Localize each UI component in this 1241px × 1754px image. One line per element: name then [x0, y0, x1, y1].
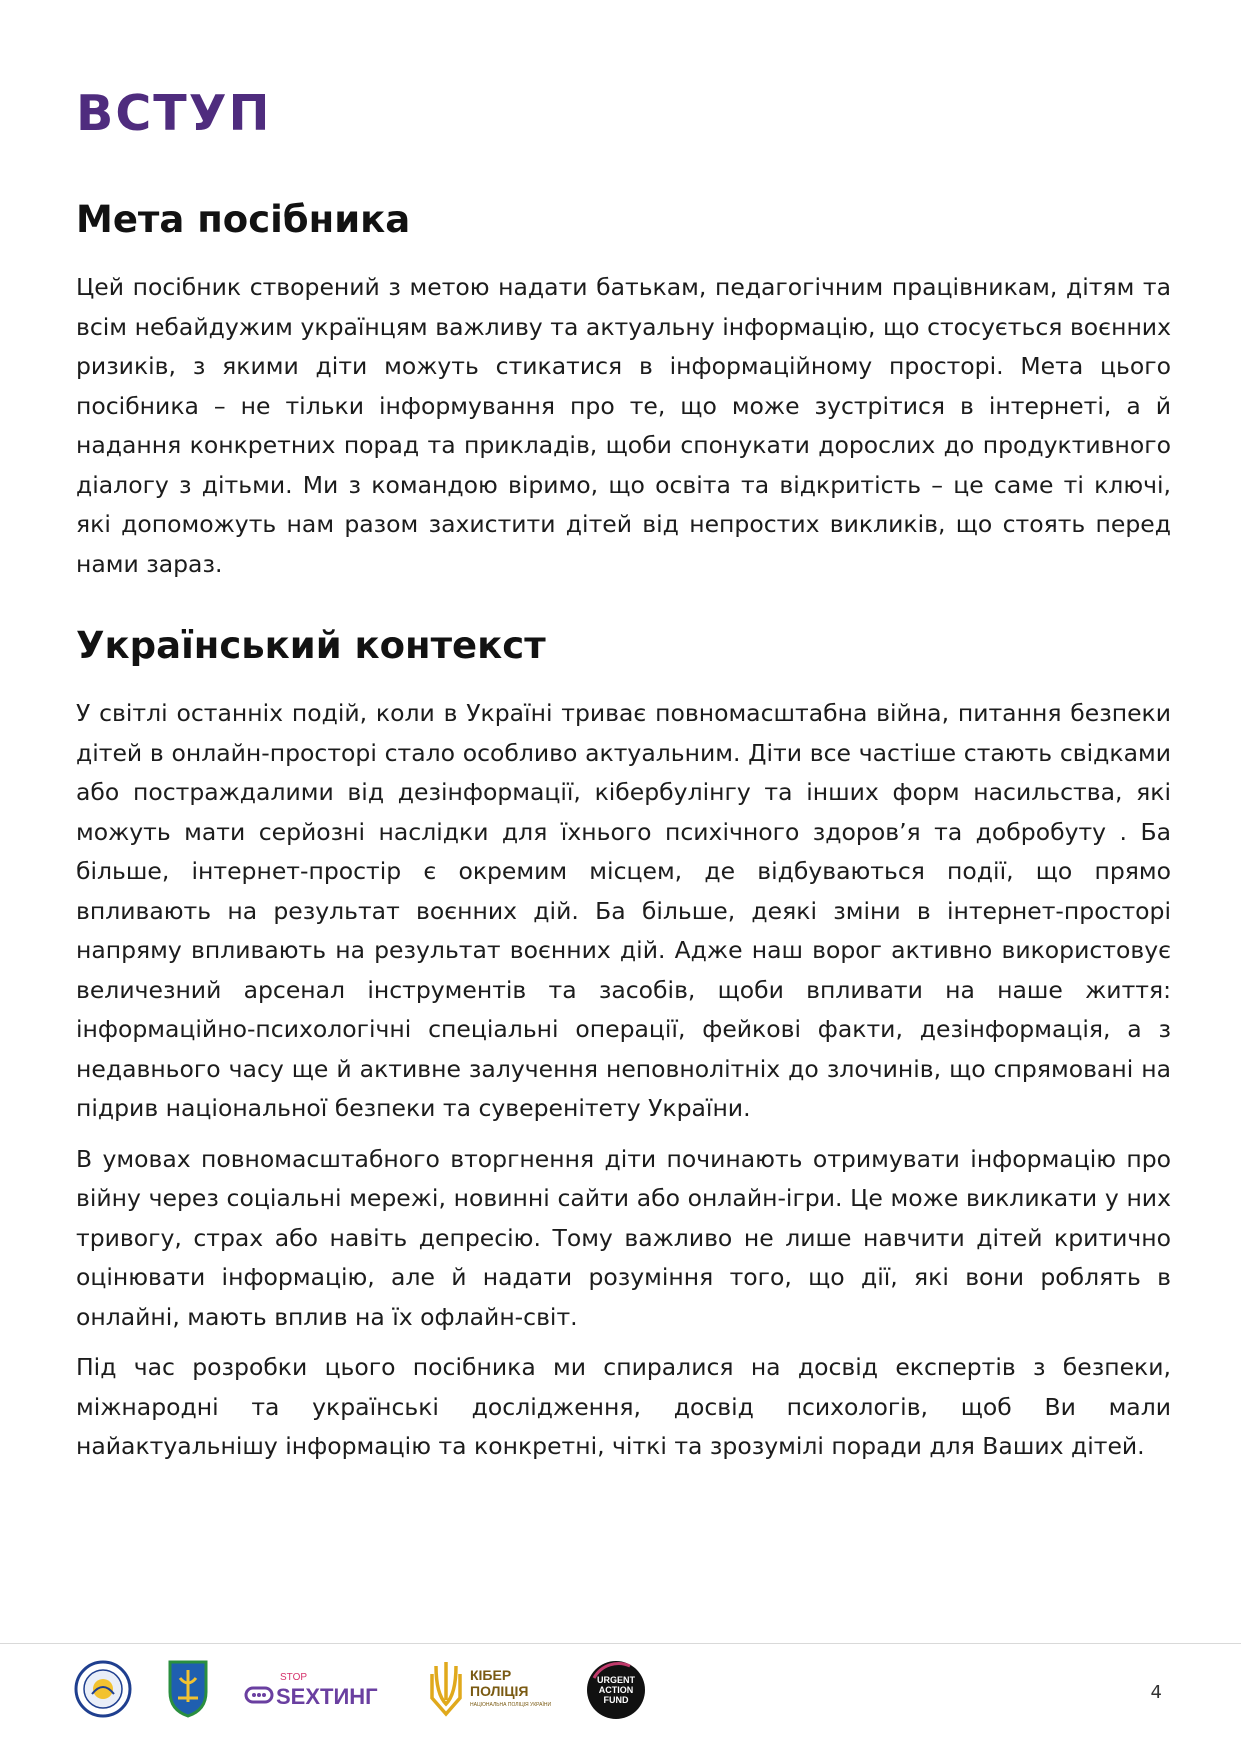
stop-sexting-top: STOP — [280, 1672, 308, 1683]
coat-of-arms-icon — [166, 1658, 210, 1718]
cyber-police-line2: ПОЛІЦІЯ — [470, 1683, 529, 1699]
uaf-line3: FUND — [603, 1695, 629, 1705]
paragraph: Під час розробки цього посібника ми спиралися на досвід експертів з безпеки, міжнародні та українські дослідження, досвід психологів, щоб Ви мали найактуальнішу інформацію та конкретні, чіткі та зрозумілі поради для Ваших дітей. — [76, 1353, 1171, 1460]
stop-sexting-main: SEXТИНГ — [276, 1684, 378, 1709]
footer-logos — [74, 1656, 1174, 1726]
paragraph: В умовах повномасштабного вторгнення діти починають отримувати інформацію про війну через соціальні мережі, новинні сайти або онлайн-ігри. Це може викликати у них тривогу, страх або навіть депресію. Тому важливо не лише навчити дітей критично оцінювати інформацію, але й надати розуміння того, що дії, які вони роблять в онлайні, мають вплив на їх офлайн-світ. — [76, 1144, 1171, 1331]
urgent-action-fund-logo — [586, 1660, 646, 1720]
cyber-police-line1: КІБЕР — [470, 1667, 512, 1683]
paragraph: У світлі останніх подій, коли в Україні триває повномасштабна війна, питання безпеки дітей в онлайн-просторі стало особливо актуальним. Діти все частіше стають свідками або постраждалими від дезінформації, кібербулінгу та інших форм насильства, які можуть мати серйозні наслідки для їхнього психічного здоров’я та добробуту . Ба більше, інтернет-простір є окремим місцем, де відбуваються події, що прямо впливають на результат воєнних дій. Ба більше, деякі зміни в інтернет-просторі напряму впливають на результат воєнних дій. Адже наш ворог активно використовує величезний арсенал інструментів та засобів, щоби впливати на наше життя: інформаційно-психологічні спеціальні операції, фейкові факти, дезінформація, а з недавнього часу ще й активне залучення неповнолітніх до злочинів, що спрямовані на підрив національної безпеки та суверенітету України. — [76, 699, 1171, 1122]
section-heading-context: Український контекст — [76, 624, 546, 667]
section-heading-goal: Мета посібника — [76, 198, 411, 241]
page-title: ВСТУП — [76, 85, 272, 142]
cyber-police-logo — [428, 1660, 558, 1720]
section-goal-body — [76, 268, 1171, 584]
page-number: 4 — [1150, 1682, 1162, 1703]
uaf-line1: URGENT — [597, 1675, 635, 1685]
footer-divider — [0, 1643, 1241, 1644]
ngo-seal-icon — [74, 1660, 132, 1718]
uaf-line2: ACTION — [598, 1685, 634, 1695]
stop-sexting-logo — [244, 1668, 394, 1712]
section-context-body — [76, 694, 1171, 1467]
cyber-police-line3: НАЦІОНАЛЬНА ПОЛІЦІЯ УКРАЇНИ — [470, 1702, 552, 1708]
paragraph: Цей посібник створений з метою надати батькам, педагогічним працівникам, дітям та всім небайдужим українцям важливу та актуальну інформацію, що стосується воєнних ризиків, з якими діти можуть стикатися в інформаційному просторі. Мета цього посібника – не тільки інформування про те, що може зустрітися в інтернеті, а й надання конкретних порад та прикладів, щоби спонукати дорослих до продуктивного діалогу з дітьми. Ми з командою віримо, що освіта та відкритість – це саме ті ключі, які допоможуть нам разом захистити дітей від непростих викликів, що стоять перед нами зараз. — [76, 273, 1171, 578]
